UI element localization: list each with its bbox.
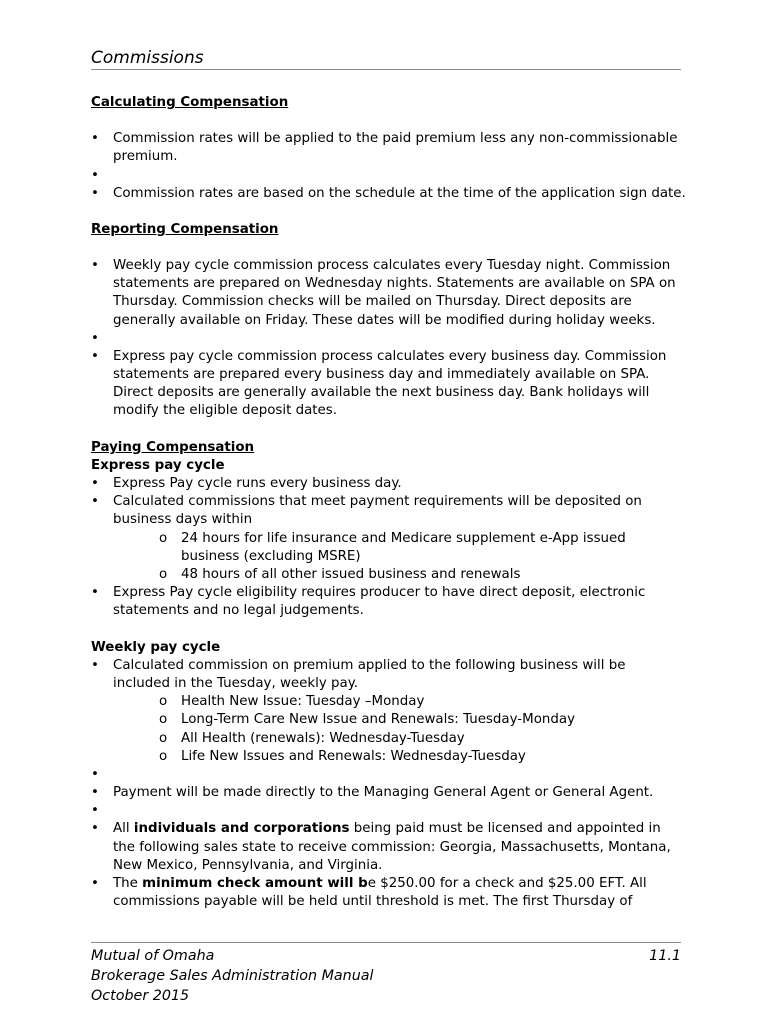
footer-company: Mutual of Omaha bbox=[91, 948, 215, 964]
page-title: Commissions bbox=[91, 48, 204, 68]
sub-list-item: o Long-Term Care New Issue and Renewals: Tuesday-Monday bbox=[159, 711, 686, 729]
paying-heading: Paying Compensation bbox=[91, 439, 255, 455]
weekly-subheading: Weekly pay cycle bbox=[91, 639, 221, 655]
page-header bbox=[91, 47, 681, 70]
list-item: • Weekly pay cycle commission process calculates every Tuesday night. Commission statements are prepared on Wednesday nights. Statements are available on SPA on Thursday. Commission checks will be mailed on Thursday. Direct deposits are generally available on Friday. These dates will be modified during holiday weeks. bbox=[91, 257, 686, 330]
sub-list-item: o 24 hours for life insurance and Medicare supplement e-App issued business (excluding MSRE) bbox=[159, 530, 686, 566]
bold-phrase: minimum check amount will b bbox=[142, 875, 368, 891]
list-item-text: Calculated commissions that meet payment requirements will be deposited on business days within bbox=[113, 494, 642, 528]
footer-manual-title: Brokerage Sales Administration Manual bbox=[91, 968, 374, 984]
list-item bbox=[91, 820, 686, 875]
express-list bbox=[91, 475, 686, 621]
sub-list-item: o Health New Issue: Tuesday –Monday bbox=[159, 693, 686, 711]
list-item bbox=[91, 657, 686, 766]
list-item-text: being paid must be licensed and appointed in the following sales state to receive commission: Georgia, Massachusetts, Montana, New Mexico, Pennsylvania, and Virginia. bbox=[113, 821, 671, 873]
weekly-list bbox=[91, 657, 686, 911]
list-item bbox=[91, 493, 686, 584]
list-item: • Express Pay cycle eligibility requires producer to have direct deposit, electronic statements and no legal judgements. bbox=[91, 584, 686, 620]
document-body bbox=[91, 94, 686, 911]
calculating-list bbox=[91, 130, 686, 203]
list-item: • Express pay cycle commission process calculates every business day. Commission statements are prepared every business day and immediately available on SPA. Direct deposits are generally available the next business day. Bank holidays will modify the eligible deposit dates. bbox=[91, 348, 686, 421]
page-footer bbox=[91, 942, 681, 1006]
weekly-sublist bbox=[113, 693, 686, 766]
list-item-text: e $250.00 for a check and $25.00 EFT. All commissions payable will be held until threshold is met. The first Thursday of bbox=[113, 875, 647, 910]
list-item-text: Calculated commission on premium applied to the following business will be included in the Tuesday, weekly pay. bbox=[113, 657, 626, 692]
page-number: 11.1 bbox=[649, 948, 681, 964]
list-item-text: All bbox=[113, 821, 134, 837]
reporting-heading: Reporting Compensation bbox=[91, 221, 279, 237]
sub-list-item: o Life New Issues and Renewals: Wednesday-Tuesday bbox=[159, 748, 686, 766]
express-subheading: Express pay cycle bbox=[91, 457, 225, 473]
sub-list-item: o 48 hours of all other issued business and renewals bbox=[159, 566, 686, 584]
list-item: • Commission rates will be applied to the paid premium less any non-commissionable premium. bbox=[91, 130, 686, 166]
bold-phrase: individuals and corporations bbox=[133, 821, 350, 837]
list-item bbox=[91, 875, 686, 911]
list-item-text: The bbox=[113, 875, 143, 891]
reporting-list bbox=[91, 257, 686, 421]
footer-date: October 2015 bbox=[91, 988, 190, 1004]
list-item: • Payment will be made directly to the Managing General Agent or General Agent. bbox=[91, 784, 686, 802]
express-sublist bbox=[113, 530, 686, 585]
list-item: • Express Pay cycle runs every business day. bbox=[91, 475, 686, 493]
list-item: • Commission rates are based on the schedule at the time of the application sign date. bbox=[91, 185, 686, 203]
sub-list-item: o All Health (renewals): Wednesday-Tuesday bbox=[159, 730, 686, 748]
calculating-heading: Calculating Compensation bbox=[91, 95, 289, 110]
